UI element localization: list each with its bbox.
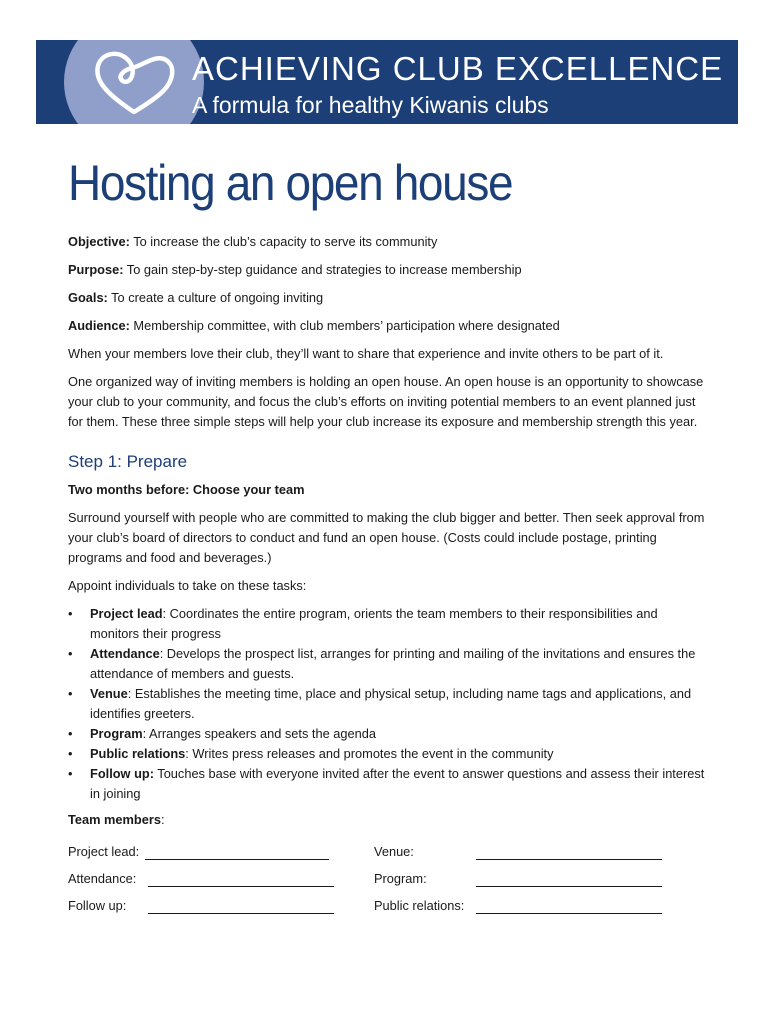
list-item [68, 744, 708, 764]
goals-term: Goals: [68, 290, 108, 305]
task-term: Follow up: [90, 766, 154, 781]
task-term: Project lead [90, 606, 163, 621]
form-row [68, 844, 708, 864]
objective-text: To increase the club’s capacity to serve its community [129, 234, 438, 249]
objective-line [68, 232, 708, 252]
intro-paragraph: When your members love their club, they’ll want to share that experience and invite others to be part of it. [68, 346, 664, 361]
team-members-form [68, 838, 708, 928]
program-label: Program: [374, 871, 427, 886]
team-members-label: Team members [68, 812, 161, 827]
list-item [68, 644, 708, 684]
public-relations-field[interactable] [476, 913, 662, 914]
project-lead-field[interactable] [145, 859, 329, 860]
list-item [68, 724, 708, 744]
step1-paragraph: Surround yourself with people who are committed to making the club bigger and better. Then seek approval from your club’s board of directors to conduct and fund an open house. (Costs could include postage, printing programs and food and beverages.) [68, 510, 705, 565]
task-list [68, 604, 708, 804]
bullet: • [68, 606, 73, 621]
task-term: Program [90, 726, 143, 741]
task-term: Venue [90, 686, 128, 701]
public-relations-label: Public relations: [374, 898, 465, 913]
list-item [68, 764, 708, 804]
team-members-colon: : [160, 812, 165, 827]
team-members-heading [68, 810, 708, 830]
bullet: • [68, 746, 73, 761]
bullet: • [68, 686, 73, 701]
step1-heading: Step 1: Prepare [68, 452, 188, 471]
audience-text: Membership committee, with club members’ participation where designated [129, 318, 560, 333]
task-term: Attendance [90, 646, 160, 661]
bullet: • [68, 726, 73, 741]
purpose-term: Purpose: [68, 262, 124, 277]
header-banner [36, 40, 738, 124]
banner-subtitle: A formula for healthy Kiwanis clubs [192, 92, 549, 118]
step1-subheading [68, 480, 708, 500]
heart-icon [88, 46, 180, 118]
form-row [68, 871, 708, 891]
audience-term: Audience: [68, 318, 130, 333]
goals-line [68, 288, 708, 308]
audience-line [68, 316, 708, 336]
task-text: : Establishes the meeting time, place and physical setup, including name tags and applications, and identifies greeters. [90, 686, 692, 721]
task-term: Public relations [90, 746, 186, 761]
program-field[interactable] [476, 886, 662, 887]
task-text: : Coordinates the entire program, orients the team members to their responsibilities and monitors their progress [90, 606, 658, 641]
intro-paragraph: One organized way of inviting members is holding an open house. An open house is an opportunity to showcase your club to your community, and focus the club’s efforts on inviting potential members to an event planned just for them. These three simple steps will help your club increase its exposure and membership strength this year. [68, 374, 704, 429]
step1-subheading-text: Two months before: Choose your team [68, 482, 305, 497]
document-body [68, 150, 708, 928]
follow-up-field[interactable] [148, 913, 334, 914]
venue-label: Venue: [374, 844, 414, 859]
venue-field[interactable] [476, 859, 662, 860]
bullet: • [68, 766, 73, 781]
goals-text: To create a culture of ongoing inviting [107, 290, 324, 305]
task-text: : Writes press releases and promotes the event in the community [185, 746, 554, 761]
appoint-text: Appoint individuals to take on these tasks: [68, 578, 307, 593]
page-title: Hosting an open house [68, 155, 513, 211]
attendance-label: Attendance: [68, 871, 137, 886]
purpose-text: To gain step-by-step guidance and strategies to increase membership [123, 262, 522, 277]
bullet: • [68, 646, 73, 661]
project-lead-label: Project lead: [68, 844, 140, 859]
purpose-line [68, 260, 708, 280]
list-item [68, 684, 708, 724]
form-row [68, 898, 708, 918]
attendance-field[interactable] [148, 886, 334, 887]
task-text: : Arranges speakers and sets the agenda [142, 726, 376, 741]
task-text: : Develops the prospect list, arranges for printing and mailing of the invitations and ensures the attendance of members and guests. [90, 646, 696, 681]
list-item [68, 604, 708, 644]
task-text: Touches base with everyone invited after the event to answer questions and assess their interest in joining [90, 766, 705, 801]
banner-title: ACHIEVING CLUB EXCELLENCE [192, 50, 724, 87]
follow-up-label: Follow up: [68, 898, 127, 913]
objective-term: Objective: [68, 234, 130, 249]
